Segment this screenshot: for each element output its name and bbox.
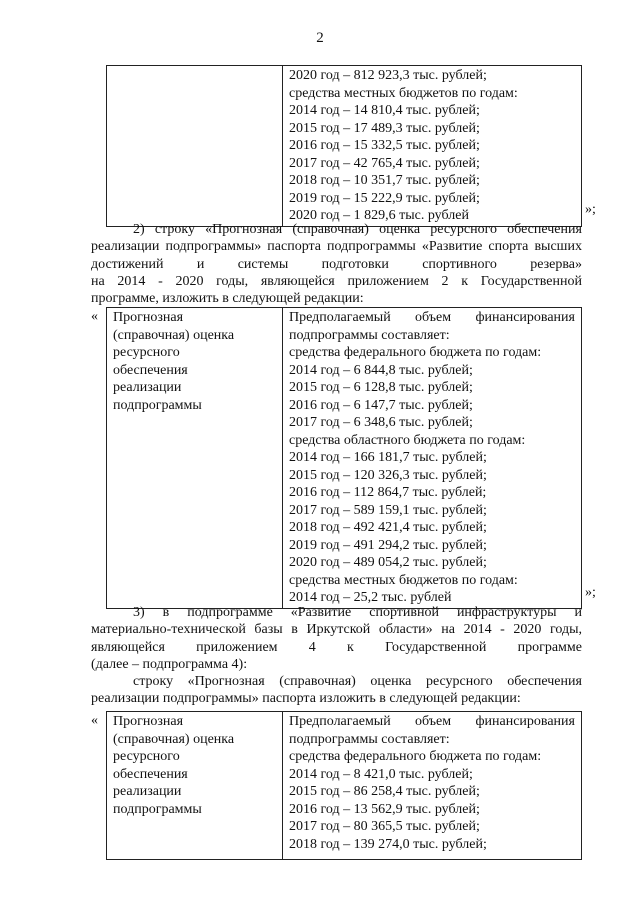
label-line: Прогнозная <box>113 714 184 729</box>
word: на <box>91 273 105 289</box>
word: (справочная) <box>292 222 369 237</box>
funding-line: 2019 год – 15 222,9 тыс. рублей; <box>289 190 480 206</box>
label-line: обеспечения <box>113 362 188 378</box>
justified-line <box>91 604 582 621</box>
funding-line: 2016 год – 13 562,9 тыс. рублей; <box>289 801 480 817</box>
page-number: 2 <box>316 30 324 46</box>
word: Государственной <box>385 639 487 655</box>
label-line: (справочная) оценка <box>113 731 235 747</box>
funding-line: 2016 год – 112 864,7 тыс. рублей; <box>289 485 487 500</box>
word: материально-технической <box>91 622 246 638</box>
word: «Прогнозная <box>205 222 283 237</box>
word: и <box>574 605 582 620</box>
word: в <box>291 622 298 638</box>
closing-quote-mark: »; <box>585 202 596 217</box>
word: оценка <box>370 674 412 689</box>
word: 2020 <box>175 273 204 289</box>
word: резерва» <box>530 256 582 272</box>
funding-line: средства федерального бюджета по годам: <box>289 345 542 360</box>
funding-table-infrastructure <box>106 711 582 860</box>
word: приложением <box>347 273 429 289</box>
word: финансирования <box>475 714 575 729</box>
label-line: подпрограммы <box>113 801 202 817</box>
funding-line: 2017 год – 589 159,1 тыс. рублей; <box>289 502 487 518</box>
text-line: программе, изложить в следующей редакции: <box>91 291 364 307</box>
funding-line: 2020 год – 812 923,3 тыс. рублей; <box>289 68 487 83</box>
word: строку <box>133 674 174 689</box>
funding-line: 2014 год – 8 421,0 тыс. рублей; <box>289 766 473 782</box>
word: приложением <box>196 639 278 655</box>
funding-line: 2015 год – 17 489,3 тыс. рублей; <box>289 120 480 136</box>
word: - <box>158 273 163 289</box>
word: 2) <box>133 222 145 237</box>
funding-line: 2015 год – 6 128,8 тыс. рублей; <box>289 380 473 395</box>
word: ресурсного <box>425 674 493 689</box>
word: паспорта <box>267 239 322 255</box>
funding-line: средства местных бюджетов по годам: <box>289 85 518 101</box>
label-line: (справочная) оценка <box>113 327 235 343</box>
word: программе <box>517 639 582 655</box>
word: обеспечения <box>507 222 582 237</box>
funding-line: подпрограммы составляет: <box>289 731 450 747</box>
word: Иркутской <box>306 622 371 638</box>
word: объем <box>415 310 452 325</box>
label-line: ресурсного <box>113 749 180 764</box>
funding-line: 2016 год – 6 147,7 тыс. рублей; <box>289 397 473 413</box>
justified-line <box>289 713 575 731</box>
paragraph-row-instruction <box>91 673 582 708</box>
word: высших <box>534 239 582 255</box>
funding-line: средства федерального бюджета по годам: <box>289 749 542 764</box>
justified-line <box>91 673 582 690</box>
label-line: реализации <box>113 784 182 799</box>
justified-line <box>91 273 582 290</box>
funding-line: 2020 год – 1 829,6 тыс. рублей <box>289 208 469 223</box>
word: реализации <box>91 239 160 255</box>
word: спортивного <box>422 256 497 272</box>
word: 2 <box>441 273 449 289</box>
word: спорта <box>488 239 529 255</box>
word: являющейся <box>91 639 165 655</box>
label-line: обеспечения <box>113 766 188 782</box>
funding-line: подпрограммы составляет: <box>289 327 450 343</box>
word: ресурсного <box>430 222 497 237</box>
word: Предполагаемый <box>289 714 391 729</box>
funding-table-continuation <box>106 65 582 227</box>
paragraph-item-3 <box>91 604 582 673</box>
word: «Развитие <box>421 239 483 255</box>
justified-line <box>91 238 582 255</box>
label-line: Прогнозная <box>113 310 184 325</box>
funding-line: 2017 год – 6 348,6 тыс. рублей; <box>289 415 473 430</box>
funding-line: 2015 год – 86 258,4 тыс. рублей; <box>289 784 480 799</box>
word: обеспечения <box>507 674 582 689</box>
funding-line: 2014 год – 6 844,8 тыс. рублей; <box>289 362 473 378</box>
word: «Развитие <box>290 605 352 620</box>
funding-cell <box>283 66 582 227</box>
word: (справочная) <box>279 674 356 689</box>
justified-line <box>91 639 582 656</box>
funding-line: 2019 год – 491 294,2 тыс. рублей; <box>289 537 487 553</box>
funding-table-sport-reserve <box>106 307 582 609</box>
word: базы <box>254 622 283 638</box>
word: системы <box>237 256 289 272</box>
funding-line: 2015 год – 120 326,3 тыс. рублей; <box>289 467 487 483</box>
word: подготовки <box>321 256 389 272</box>
word: подпрограмме <box>187 605 273 620</box>
funding-line: 2018 год – 492 421,4 тыс. рублей; <box>289 520 487 535</box>
word: и <box>196 256 205 272</box>
opening-quote-mark: « <box>91 309 98 324</box>
justified-line <box>289 309 575 327</box>
funding-line: 2014 год – 25,2 тыс. рублей <box>289 590 452 605</box>
funding-line: 2020 год – 489 054,2 тыс. рублей; <box>289 555 487 570</box>
label-cell <box>107 712 283 860</box>
word: к <box>347 639 354 655</box>
word: инфраструктуры <box>456 605 557 620</box>
word: 2020 <box>513 622 542 638</box>
opening-quote-mark: « <box>91 713 98 728</box>
word: к <box>461 273 469 289</box>
word: финансирования <box>475 310 575 325</box>
word: объем <box>415 714 452 729</box>
word: 4 <box>308 639 316 655</box>
paragraph-item-2 <box>91 221 582 307</box>
funding-line: средства местных бюджетов по годам: <box>289 572 518 588</box>
label-cell <box>107 308 283 609</box>
word: достижений <box>91 256 164 272</box>
funding-line: 2016 год – 15 332,5 тыс. рублей; <box>289 138 480 153</box>
text-line: (далее – подпрограмма 4): <box>91 656 248 672</box>
justified-line <box>91 621 582 638</box>
closing-quote-mark: »; <box>585 585 596 600</box>
text-line: реализации подпрограммы» паспорта изложить в следующей редакции: <box>91 691 521 707</box>
funding-line: 2018 год – 139 274,0 тыс. рублей; <box>289 836 487 852</box>
word: спортивной <box>369 605 439 620</box>
funding-line: 2017 год – 42 765,4 тыс. рублей; <box>289 155 480 171</box>
funding-line: 2014 год – 14 810,4 тыс. рублей; <box>289 103 480 118</box>
funding-cell <box>283 712 582 860</box>
word: Предполагаемый <box>289 310 391 325</box>
word: на <box>441 622 455 638</box>
funding-line: средства областного бюджета по годам: <box>289 432 526 448</box>
word: 2014 <box>117 273 146 289</box>
word: строку <box>154 222 195 237</box>
word: области» <box>378 622 433 638</box>
word: годы, <box>216 273 249 289</box>
word: «Прогнозная <box>187 674 265 689</box>
word: в <box>162 605 170 620</box>
word: 2014 <box>463 622 492 638</box>
justified-line <box>91 256 582 273</box>
label-line: ресурсного <box>113 345 180 360</box>
word: подпрограммы <box>327 239 416 255</box>
funding-line: 2017 год – 80 365,5 тыс. рублей; <box>289 819 480 834</box>
word: подпрограммы» <box>165 239 262 255</box>
word: являющейся <box>260 273 335 289</box>
label-cell <box>107 66 283 227</box>
funding-cell <box>283 308 582 609</box>
justified-line <box>91 221 582 238</box>
word: годы, <box>549 622 582 638</box>
label-line: реализации <box>113 380 182 395</box>
label-line: подпрограммы <box>113 397 202 413</box>
word: оценка <box>379 222 421 237</box>
word: Государственной <box>480 273 582 289</box>
word: - <box>500 622 505 638</box>
funding-line: 2018 год – 10 351,7 тыс. рублей; <box>289 173 480 188</box>
funding-line: 2014 год – 166 181,7 тыс. рублей; <box>289 450 487 465</box>
word: 3) <box>133 605 145 620</box>
